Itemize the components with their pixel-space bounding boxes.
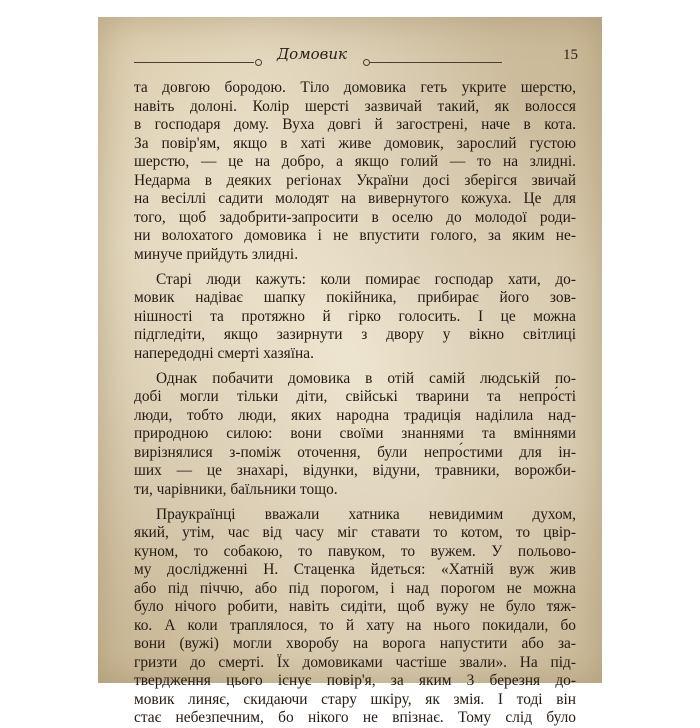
header-rule-left bbox=[134, 62, 254, 63]
text-line: Недарма в деяких регіонах України досі зберігся звичай bbox=[134, 171, 576, 189]
text-line: минуче прийдуть злидні. bbox=[134, 245, 299, 263]
text-line: на весіллі садити молодят на вивернутого кожуха. Це для bbox=[134, 190, 576, 207]
text-line: стає небезпечним, бо нікого не впізнає. Тому слід було bbox=[134, 709, 576, 726]
text-line: Праукраїнці вважали хатника невидимим духом, bbox=[156, 505, 576, 523]
text-line: навіть долоні. Колір шерсті зазвичай такий, як волосся bbox=[134, 97, 576, 115]
text-line: мовик линяє, скидаючи стару шкіру, як змія. І тоді він bbox=[134, 690, 576, 708]
text-line: вони (вужі) могли хворобу на ворога напустити або за- bbox=[134, 635, 576, 652]
text-line: люди, тобто люди, яких народна традиція наділила над- bbox=[134, 406, 576, 424]
text-line: було нічого робити, навіть сидіти, щоб вужу не було тяж- bbox=[134, 598, 576, 615]
book-page bbox=[98, 17, 602, 726]
text-line: мовик надіває шапку покійника, прибирає його зов- bbox=[134, 289, 576, 306]
running-title: Домовик bbox=[276, 45, 348, 63]
header-ornament-left bbox=[255, 59, 262, 66]
text-line: гризти до смерті. Їх домовиками частіше звали». На під- bbox=[134, 653, 576, 671]
header-rule-right bbox=[370, 62, 502, 63]
text-line: вирізнялися з-поміж оточення, були непро́стими для ін- bbox=[134, 443, 576, 461]
text-line: підгледіти, якщо зазирнути з двору у вікно світлиці bbox=[134, 326, 576, 343]
text-line: нішності та протяжно й гірко голосить. І це можна bbox=[134, 307, 576, 325]
paragraph bbox=[134, 271, 576, 364]
text-line: шерстю, — це на добро, а якщо голий — то на злидні. bbox=[134, 153, 576, 170]
text-line: ко. А коли траплялося, то й хату на нього покидали, бо bbox=[134, 616, 576, 634]
text-line: напередодні смерті хазяїна. bbox=[134, 344, 314, 362]
text-line: твердження цього існує повір'я, за яким 3 березня до- bbox=[134, 672, 576, 689]
text-line: ших — це знахарі, відунки, відуни, травники, ворожби- bbox=[134, 462, 576, 479]
text-line: ти, чарівники, баїльники тощо. bbox=[134, 480, 338, 498]
paragraph bbox=[134, 370, 576, 500]
text-line: Однак побачити домовика в отій самій людській по- bbox=[156, 369, 576, 387]
text-line: того, щоб задобрити-запросити в оселю до молодої роди- bbox=[134, 208, 576, 226]
paragraph bbox=[134, 506, 576, 728]
text-line: природною силою: вони своїми знаннями та вміннями bbox=[134, 425, 576, 442]
text-line: або під піччю, або під порогом, і над порогом не можна bbox=[134, 579, 576, 597]
text-line: ни волохатого домовика і не впустити голого, за яким не- bbox=[134, 227, 576, 244]
text-line: му дослідженні Н. Стаценка йдеться: «Хатній вуж жив bbox=[134, 561, 576, 578]
body-text bbox=[134, 79, 576, 728]
running-header bbox=[134, 43, 578, 67]
text-line: в господаря дому. Вуха довгі й загострені, наче в кота. bbox=[134, 116, 576, 133]
page-number: 15 bbox=[563, 47, 578, 63]
paragraph bbox=[134, 79, 576, 264]
text-line: Старі люди кажуть: коли помирає господар хати, до- bbox=[156, 270, 576, 288]
text-line: та довгою бородою. Тіло домовика геть укрите шерстю, bbox=[134, 79, 576, 96]
text-line: який, утім, час від часу міг ставати то котом, то цвір- bbox=[134, 524, 576, 541]
header-ornament-right bbox=[363, 59, 370, 66]
text-line: куном, то собакою, то павуком, то вужем. У польово- bbox=[134, 542, 576, 560]
text-line: За повір'ям, якщо в хаті живе домовик, зарослий густою bbox=[134, 134, 576, 152]
text-line: добі могли тільки діти, свійські тварини та непро́сті bbox=[134, 388, 576, 405]
